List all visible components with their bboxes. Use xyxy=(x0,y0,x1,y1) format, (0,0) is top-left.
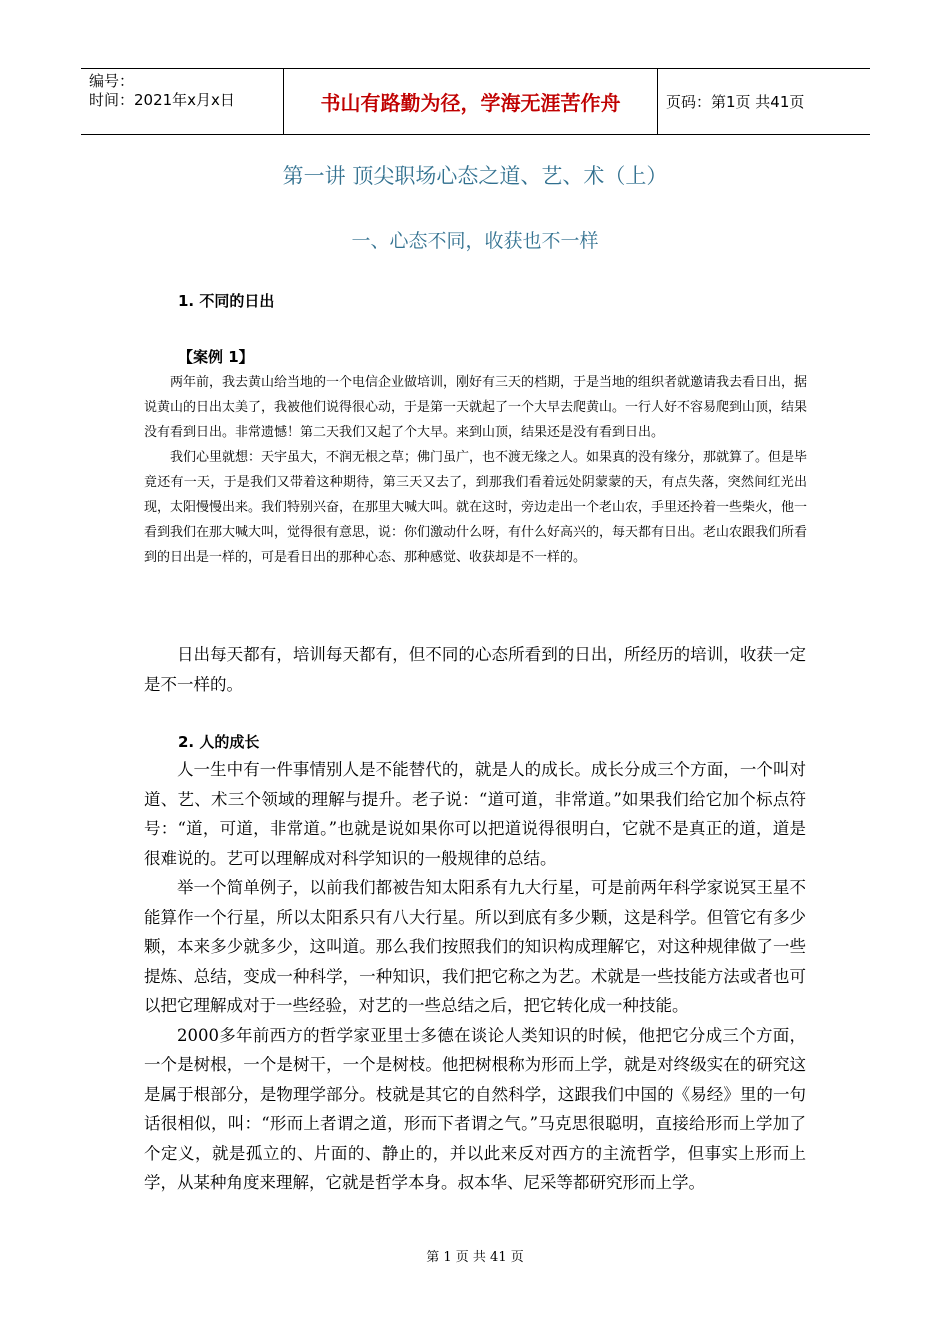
header-page-info: 页码：第1页 共41页 xyxy=(666,93,805,111)
case-paragraph: 我们心里就想：天宇虽大，不润无根之草；佛门虽广，也不渡无缘之人。如果真的没有缘分，那就算了。但是毕竟还有一天，于是我们又带着这种期待，第三天又去了，到那我们看着远处阴蒙蒙的天，有点失落，突然间红光出现，太阳慢慢出来。我们特别兴奋，在那里大喊大叫。就在这时，旁边走出一个老山农，手里还拎着一些柴火，他一看到我们在那大喊大叫，觉得很有意思，说：你们激动什么呀，有什么好高兴的，每天都有日出。老山农跟我们所看到的日出是一样的，可是看日出的那种心态、那种感觉、收获却是不一样的。 xyxy=(144,450,808,565)
conclusion-block xyxy=(144,640,806,699)
case-label: 【案例 1】 xyxy=(178,348,254,366)
body-paragraph: 2000多年前西方的哲学家亚里士多德在谈论人类知识的时候，他把它分成三个方面，一个是树根，一个是树干，一个是树枝。他把树根称为形而上学，就是对终级实在的研究这是属于根部分，是物理学部分。枝就是其它的自然科学，这跟我们中国的《易经》里的一句话很相似，叫：“形而上者谓之道，形而下者谓之气。”马克思很聪明，直接给形而上学加了个定义，就是孤立的、片面的、静止的，并以此来反对西方的主流哲学，但事实上形而上学，从某种角度来理解，它就是哲学本身。叔本华、尼采等都研究形而上学。 xyxy=(144,1025,806,1192)
section2-body xyxy=(144,755,806,1198)
header-meta xyxy=(81,69,283,134)
body-paragraph: 人一生中有一件事情别人是不能替代的，就是人的成长。成长分成三个方面，一个叫对道、艺、术三个领域的理解与提升。老子说：“道可道，非常道。”如果我们给它加个标点符号：“道，可道，非常道。”也就是说如果你可以把道说得很明白，它就不是真正的道，道是很难说的。艺可以理解成对科学知识的一般规律的总结。 xyxy=(144,760,806,868)
section2-heading: 2. 人的成长 xyxy=(178,733,260,751)
section1-heading: 1. 不同的日出 xyxy=(178,292,275,310)
case-text xyxy=(144,370,807,570)
number-label: 编号： xyxy=(89,72,135,90)
section-title: 一、心态不同，收获也不一样 xyxy=(351,230,599,252)
date-label: 时间：2021年x月x日 xyxy=(89,91,235,109)
header-motto: 书山有路勤为径，学海无涯苦作舟 xyxy=(283,69,658,134)
case-paragraph: 两年前，我去黄山给当地的一个电信企业做培训，刚好有三天的档期，于是当地的组织者就邀请我去看日出，据说黄山的日出太美了，我被他们说得很心动，于是第一天就起了一个大早去爬黄山。一行人好不容易爬到山顶，结果没有看到日出。非常遗憾！第二天我们又起了个大早。来到山顶，结果还是没有看到日出。 xyxy=(144,375,808,440)
body-paragraph: 举一个简单例子，以前我们都被告知太阳系有九大行星，可是前两年科学家说冥王星不能算作一个行星，所以太阳系只有八大行星。所以到底有多少颗，这是科学。但管它有多少颗，本来多少就多少，这叫道。那么我们按照我们的知识构成理解它，对这种规律做了一些提炼、总结，变成一种科学，一种知识，我们把它称之为艺。术就是一些技能方法或者也可以把它理解成对于一些经验，对艺的一些总结之后，把它转化成一种技能。 xyxy=(144,878,806,1015)
conclusion-paragraph: 日出每天都有，培训每天都有，但不同的心态所看到的日出，所经历的培训，收获一定是不一样的。 xyxy=(144,645,806,694)
lecture-title: 第一讲 顶尖职场心态之道、艺、术（上） xyxy=(282,164,668,188)
page-header xyxy=(81,68,870,135)
page-footer: 第 1 页 共 41 页 xyxy=(426,1250,524,1265)
